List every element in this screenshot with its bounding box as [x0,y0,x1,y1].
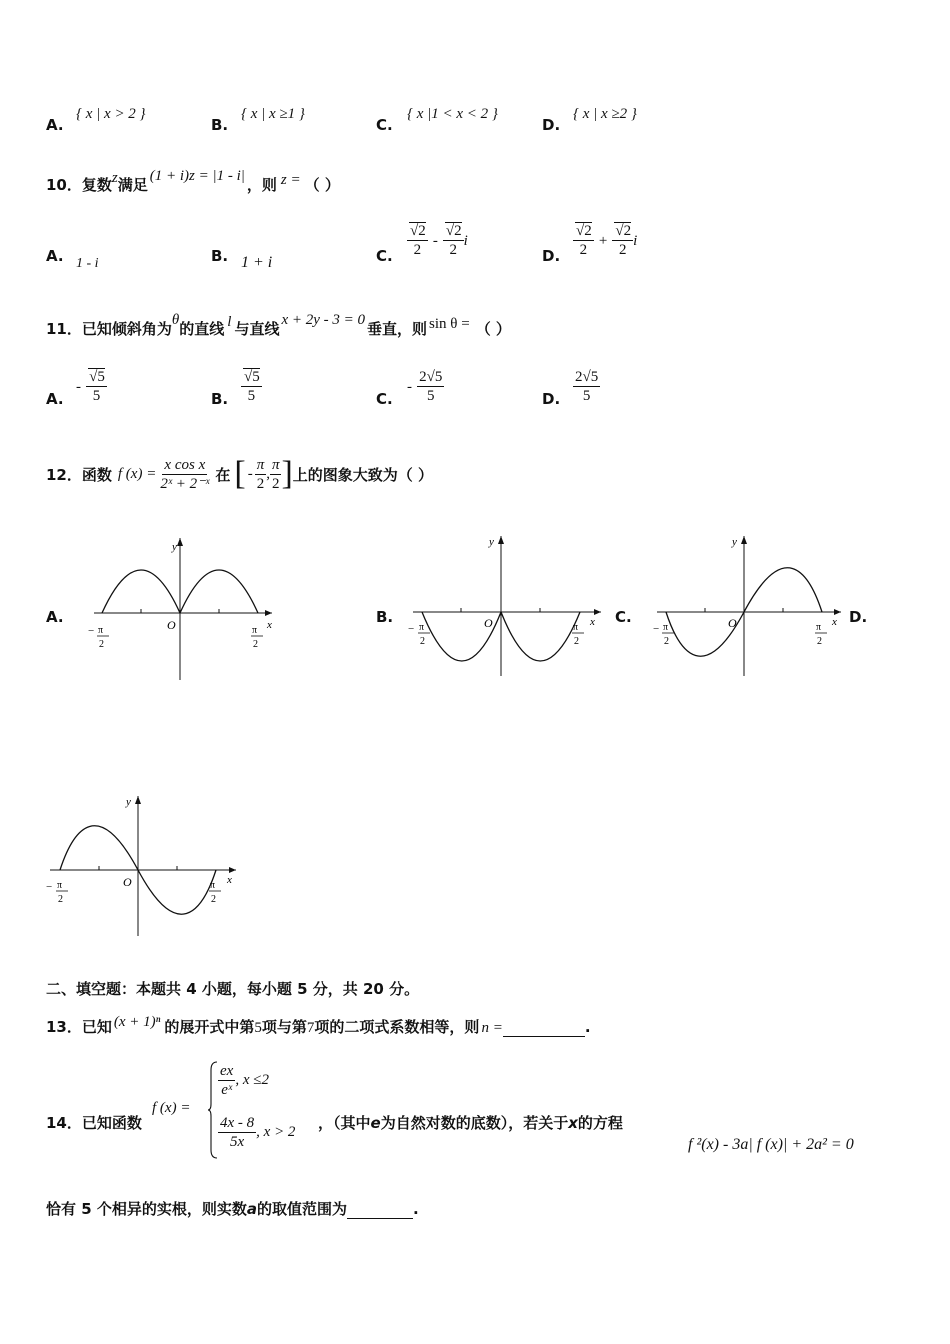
q11-stem: 11．已知倾斜角为θ的直线 l 与直线 x + 2y - 3 = 0 垂直，则 sin θ = （ ） [46,312,511,338]
q14-label: 14．已知函数 [46,1114,142,1132]
x-axis-arrow [265,610,272,616]
q13-answer-blank[interactable] [503,1022,585,1037]
q14-stem-cont: ，（其中e为自然对数的底数），若关于x的方程 [318,1114,623,1132]
q12-graph-b [405,530,605,680]
y-label: y [489,536,494,548]
neg-two: 2 [664,636,669,647]
pos-pi: π [210,880,216,891]
q12-graph-d [40,790,245,940]
q9-option-d: { x | x ≥2 } [573,106,637,122]
q12-stem: 12． 函数 f (x) = $\frac{\text{x cos x}}{\text{2ˣ + 2⁻ˣ}}$ 在 [ - $\frac{\pi}{2}$ , $\frac{\pi}{2}$ ] 上的图象大致为（ ） [46,455,434,492]
neg-sign: − [653,623,660,635]
origin-label: O [167,618,176,632]
q9-option-c-label: C. [376,116,393,134]
y-axis-arrow [135,796,141,804]
q12-option-c-label: C. [615,608,632,626]
y-label: y [126,796,131,808]
x-label: x [590,616,595,628]
q10-option-d-label: D. [542,247,561,265]
q12-option-a-label: A. [46,608,64,626]
q12-graph-c [645,530,845,680]
x-label: x [227,874,232,886]
q14-piece-1: $\frac{ex}{\text{eˣ}}$ , x ≤2 [220,1063,269,1098]
neg-sign: − [408,623,415,635]
q11-option-a: - $\frac{√5}{5}$ [76,369,105,404]
neg-pi: π [57,880,63,891]
q9-option-a: { x | x > 2 } [76,106,146,122]
q14-piece-2: $\frac{4x - 8}{5x}$ , x > 2 [220,1115,296,1150]
section-title: 二、填空题：本题共 4 小题，每小题 5 分，共 20 分。 [46,980,420,998]
neg-two: 2 [58,894,63,905]
q10-option-a: 1 - i [76,256,99,271]
neg-sign: − [46,881,53,893]
q10-option-a-label: A. [46,247,64,265]
origin-label: O [123,875,132,889]
q9-option-a-label: A. [46,116,64,134]
q9-option-b-label: B. [211,116,229,134]
q10-stem: 10．复数z满足 (1 + i)z = |1 - i| ，则 z = （ ） [46,168,340,194]
pos-two: 2 [211,894,216,905]
q10-option-b-label: B. [211,247,229,265]
pos-pi: π [573,622,579,633]
q10-option-c-label: C. [376,247,393,265]
q14-equation: f ²(x) - 3a| f (x)| + 2a² = 0 [688,1136,854,1153]
x-axis-arrow [594,609,601,615]
neg-two: 2 [99,639,104,650]
q11-option-c: - $\frac{2√5}{5}$ [407,369,443,404]
neg-pi: π [663,622,669,633]
y-axis-arrow [741,536,747,544]
q11-option-b: $\frac{√5}{5}$ [241,368,262,405]
neg-pi: π [419,622,425,633]
pos-two: 2 [253,639,258,650]
q10-option-b: 1 + i [241,254,273,271]
q10-option-d: $\frac{√2}{2}$ + $\frac{√2}{2}$ i [573,222,637,259]
y-axis-arrow [177,538,183,546]
q11-option-d-label: D. [542,390,561,408]
y-axis-arrow [498,536,504,544]
pos-pi: π [252,625,258,636]
x-axis-arrow [229,867,236,873]
q14-answer-blank[interactable] [347,1204,413,1219]
q9-option-b: { x | x ≥1 } [241,106,305,122]
y-label: y [172,541,177,553]
q11-option-b-label: B. [211,390,229,408]
y-label: y [732,536,737,548]
neg-sign: − [88,625,95,637]
q11-option-c-label: C. [376,390,393,408]
q12-graph-a [80,530,280,685]
pos-two: 2 [574,636,579,647]
q9-option-d-label: D. [542,116,561,134]
neg-pi: π [98,625,104,636]
x-label: x [832,616,837,628]
q14-fx: f (x) = [152,1100,191,1116]
q14-stem-end: 恰有 5 个相异的实根，则实数a的取值范围为 . [46,1200,419,1218]
q9-option-c: { x |1 < x < 2 } [407,106,498,122]
q12-option-d-label: D. [849,608,868,626]
q10-option-c: $\frac{√2}{2}$ - $\frac{√2}{2}$ i [407,222,468,259]
neg-two: 2 [420,636,425,647]
q11-option-a-label: A. [46,390,64,408]
x-label: x [267,619,272,631]
x-axis-arrow [834,609,841,615]
pos-pi: π [816,622,822,633]
q11-option-d: $\frac{2√5}{5}$ [575,369,599,404]
q13-stem: 13．已知 (x + 1)ⁿ 的展开式中第5项与第7项的二项式系数相等，则 n = . [46,1014,591,1036]
origin-label: O [484,616,493,630]
pos-two: 2 [817,636,822,647]
origin-label: O [728,616,737,630]
q12-option-b-label: B. [376,608,394,626]
